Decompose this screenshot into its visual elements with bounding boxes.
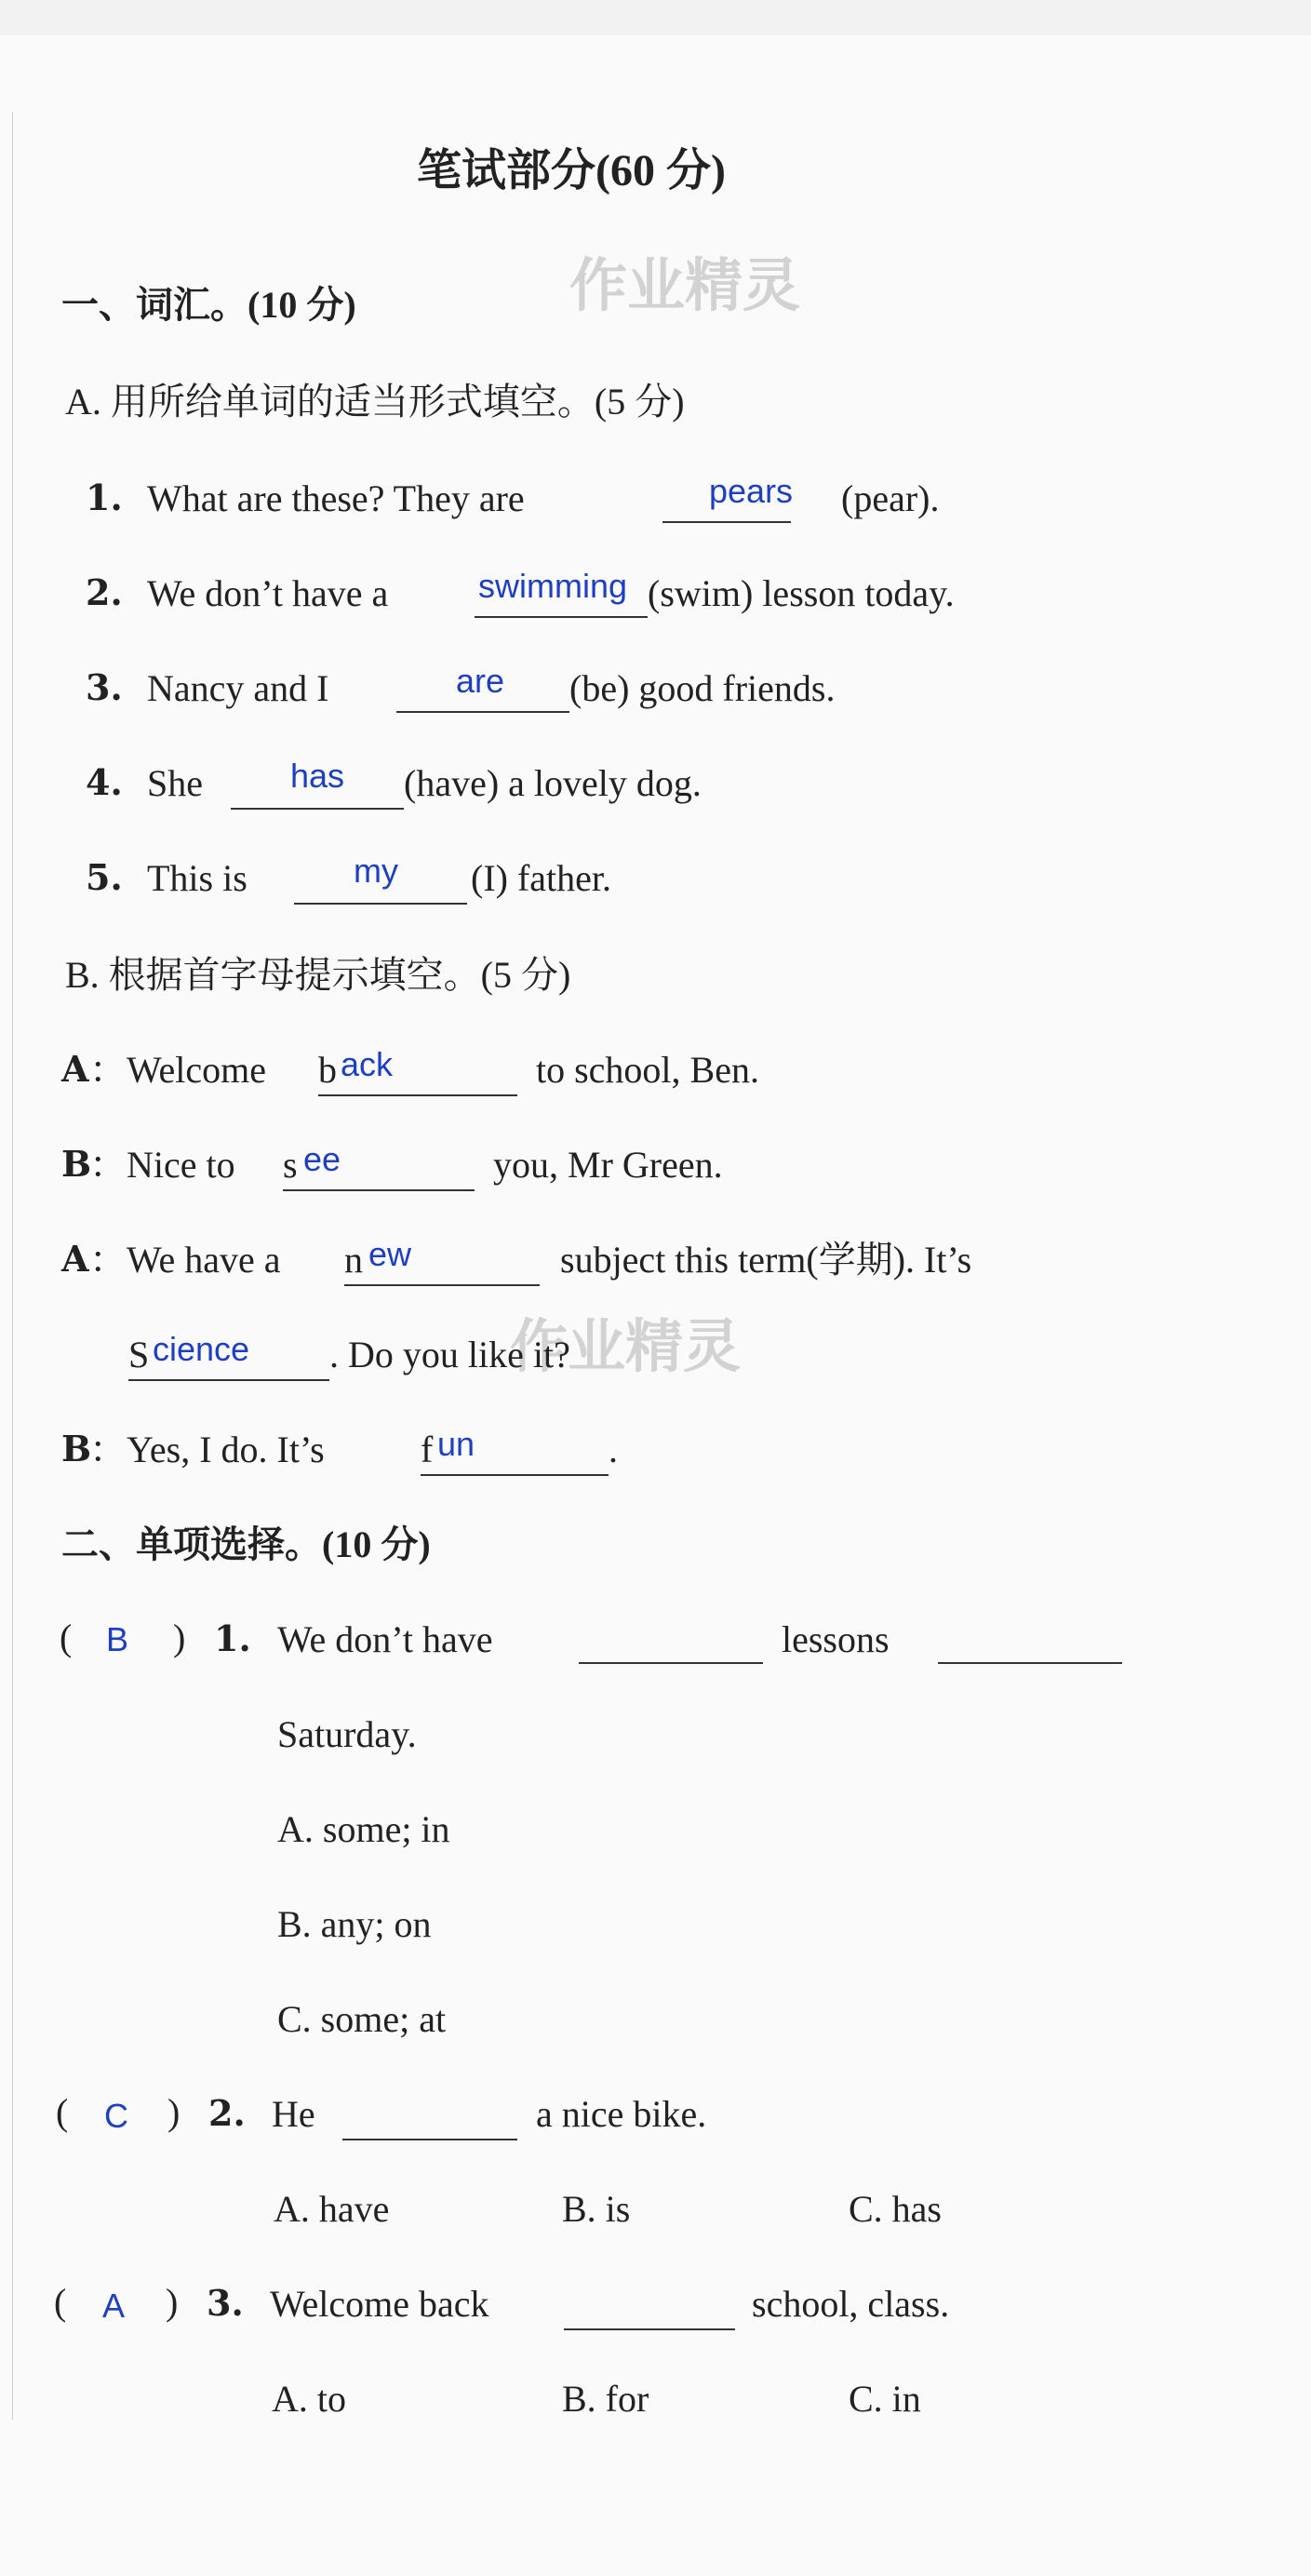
b3-answer: ew [368, 1235, 412, 1273]
b3-speaker: A [61, 1238, 89, 1280]
a2-text-before: We don’t have a [147, 572, 389, 614]
q1-answer: B [106, 1620, 129, 1658]
a3-answer: are [456, 662, 505, 700]
b5-speaker: B [61, 1428, 92, 1469]
q2-blank [342, 2139, 517, 2140]
a3-text-after: (be) good friends. [569, 667, 836, 709]
b4-answer: cience [153, 1330, 250, 1368]
q3-number: 3. [207, 2282, 244, 2324]
a4-text-before: She [147, 762, 203, 804]
b5-text-before: ：Yes, I do. It’s [89, 1429, 325, 1470]
b2-text-after: you, Mr Green. [493, 1144, 723, 1186]
q2-stem-b: a nice bike. [536, 2093, 707, 2135]
watermark-top: 作业精灵 [569, 251, 801, 319]
a3-blank [396, 711, 569, 713]
a2-text-after: (swim) lesson today. [648, 572, 955, 614]
q1-option-c: C. some; at [277, 1998, 447, 2040]
q1-option-a: A. some; in [277, 1808, 450, 1850]
a2-answer: swimming [478, 567, 628, 605]
partA-heading: A. 用所给单词的适当形式填空。(5 分) [65, 381, 685, 423]
b3-text-after: subject this term(学期). It’s [560, 1239, 972, 1281]
b1-blank [318, 1094, 517, 1096]
q2-option-b: B. is [562, 2188, 631, 2230]
b3-text-before: ：We have a [89, 1239, 281, 1281]
q2-paren-open: ( [56, 2091, 69, 2133]
b5-blank [421, 1474, 609, 1476]
q1-paren-open: ( [60, 1617, 73, 1658]
b1-text-before: ：Welcome [89, 1049, 267, 1091]
q1-stem-c: Saturday. [277, 1713, 417, 1755]
b1-answer: ack [341, 1045, 394, 1083]
section2-heading: 二、单项选择。(10 分) [61, 1523, 431, 1565]
b4-blank [128, 1379, 329, 1381]
a5-blank [294, 903, 467, 905]
b5-answer: un [437, 1425, 475, 1463]
q3-stem-a: Welcome back [270, 2283, 489, 2325]
b1-text-after: to school, Ben. [536, 1049, 759, 1091]
b1-hint-letter: b [318, 1049, 337, 1091]
a2-blank [475, 616, 648, 618]
q1-blank-2 [938, 1662, 1122, 1664]
q1-blank-1 [579, 1662, 763, 1664]
a4-blank [231, 808, 404, 810]
q3-paren-close: ) [166, 2281, 179, 2323]
q2-stem-a: He [272, 2093, 315, 2135]
a1-text-after: (pear). [841, 477, 940, 519]
q3-option-c: C. in [849, 2378, 921, 2420]
a4-text-after: (have) a lovely dog. [404, 762, 702, 804]
a4-answer: has [290, 757, 345, 795]
b2-text-before: ：Nice to [89, 1144, 235, 1186]
b2-speaker: B [61, 1143, 92, 1185]
b3-blank [344, 1284, 540, 1286]
q2-option-a: A. have [274, 2188, 390, 2230]
page-title: 笔试部分(60 分) [417, 146, 726, 195]
a5-number: 5. [86, 856, 123, 898]
q1-stem-b: lessons [782, 1618, 890, 1660]
partB-heading: B. 根据首字母提示填空。(5 分) [65, 954, 571, 996]
a5-answer: my [354, 852, 398, 890]
a1-blank [662, 521, 791, 523]
q3-option-b: B. for [562, 2378, 649, 2420]
b2-answer: ee [303, 1140, 341, 1178]
top-strip [0, 0, 1311, 35]
b3-hint-letter: n [344, 1239, 363, 1281]
q2-answer: C [104, 2097, 128, 2135]
a4-number: 4. [86, 761, 123, 803]
binding-line [12, 112, 13, 2420]
b1-speaker: A [61, 1048, 89, 1090]
q2-option-c: C. has [849, 2188, 942, 2230]
a1-answer: pears [709, 472, 794, 510]
q3-option-a: A. to [272, 2378, 346, 2420]
a3-text-before: Nancy and I [147, 667, 329, 709]
b5-hint-letter: f [421, 1429, 434, 1470]
q1-number: 1. [214, 1617, 251, 1659]
b4-text-after: . Do you like it? [329, 1334, 570, 1375]
a3-number: 3. [86, 666, 123, 708]
a1-number: 1. [86, 476, 123, 518]
a2-number: 2. [86, 571, 123, 613]
q1-stem-a: We don’t have [277, 1618, 493, 1660]
watermark-middle: 作业精灵 [510, 1312, 742, 1380]
b2-blank [283, 1189, 475, 1191]
a1-text-before: What are these? They are [147, 477, 525, 519]
b5-text-after: . [609, 1429, 618, 1470]
q3-stem-b: school, class. [752, 2283, 950, 2325]
q1-option-b: B. any; on [277, 1903, 432, 1945]
a5-text-before: This is [147, 857, 247, 899]
q1-paren-close: ) [173, 1617, 186, 1658]
b2-hint-letter: s [283, 1144, 298, 1186]
a5-text-after: (I) father. [471, 857, 612, 899]
section1-heading: 一、词汇。(10 分) [61, 284, 356, 326]
q3-blank [564, 2328, 735, 2330]
q2-number: 2. [208, 2092, 246, 2134]
q3-paren-open: ( [54, 2281, 67, 2323]
q3-answer: A [102, 2287, 126, 2325]
b4-hint-letter: S [128, 1334, 150, 1375]
q2-paren-close: ) [167, 2091, 181, 2133]
